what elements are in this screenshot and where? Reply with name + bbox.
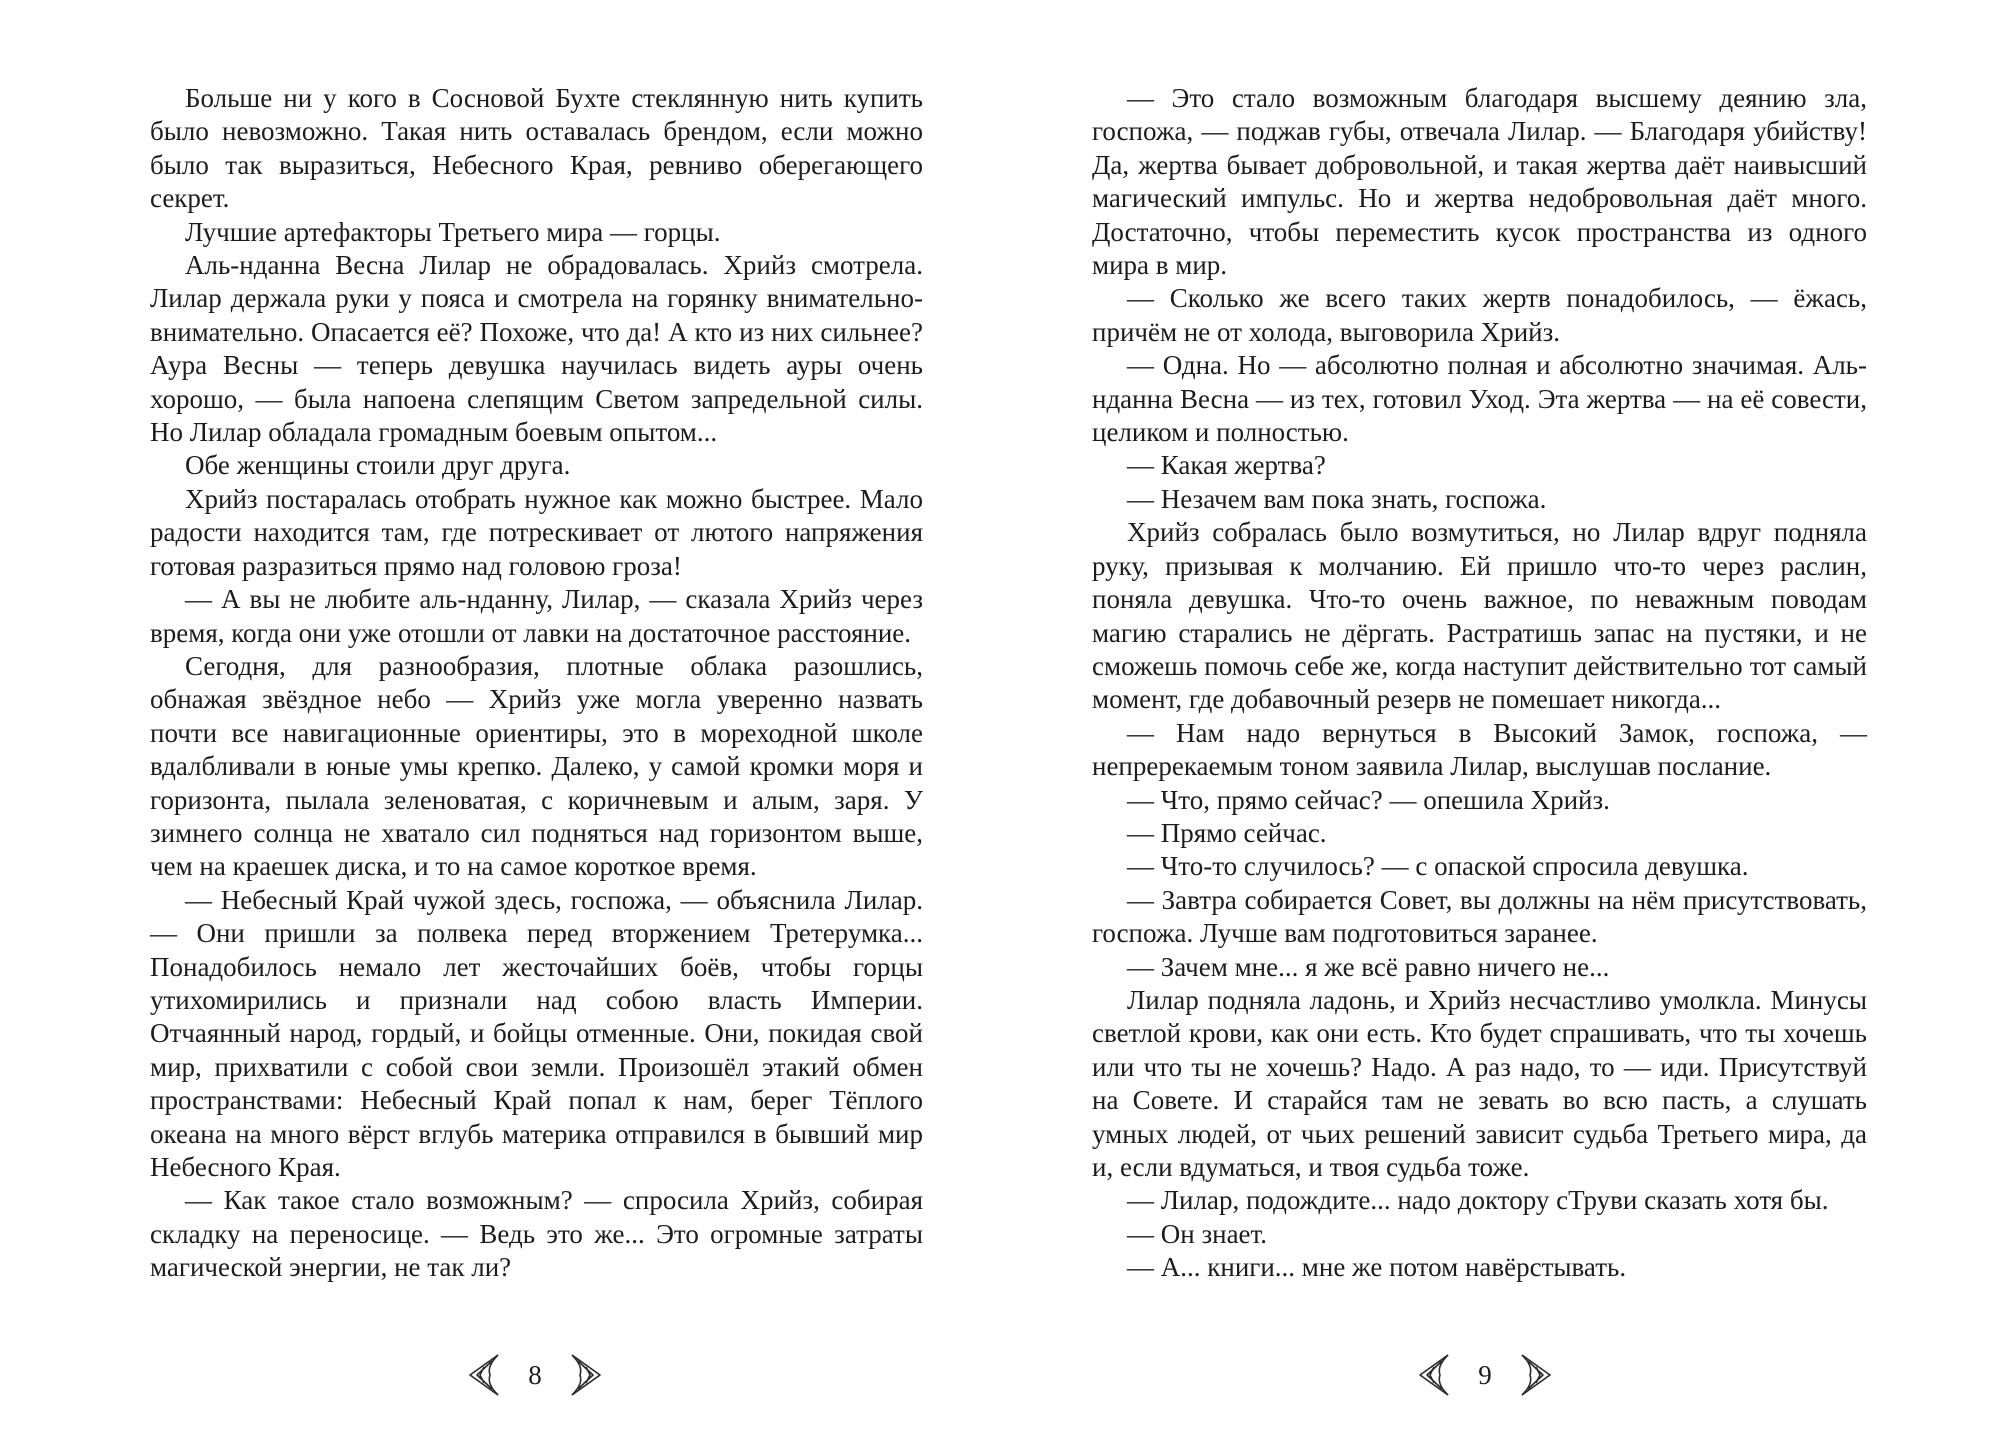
paragraph: Сегодня, для разнообразия, плотные облака разошлись, обнажая звёздное небо — Хрийз уже могла уверенно назвать почти все навигационные ориентиры, это в мореходной школе вдалбливали в юные умы крепко. Далеко, у самой кромки моря и горизонта, пылала зеленоватая, с коричневым и алым, заря. У зимнего солнца не хватало сил подняться над горизонтом выше, чем на краешек диска, и то на самое короткое время. <box>150 650 923 882</box>
page-number: 8 <box>528 1359 542 1390</box>
page-footer <box>455 1349 615 1401</box>
paragraph: — Прямо сейчас. <box>1127 817 1327 848</box>
right-page-text <box>1092 82 1867 1285</box>
paragraph: — А... книги... мне же потом навёрстывать. <box>1127 1252 1627 1283</box>
paragraph: — Одна. Но — абсолютно полная и абсолютно значимая. Аль-нданна Весна — из тех, готовил Уход. Эта жертва — на её совести, целиком и полностью. <box>1092 350 1867 448</box>
paragraph: Лилар подняла ладонь, и Хрийз несчастливо умолкла. Минусы светлой крови, как они есть. Кто будет спрашивать, что ты хочешь или что ты не хочешь? Надо. А раз надо, то — иди. Присутствуй на Совете. И старайся там не зевать во всю пасть, а слушать умных людей, от чьих решений зависит судьба Третьего мира, да и, если вдуматься, и твоя судьба тоже. <box>1092 984 1867 1182</box>
book-ornament-icon <box>570 1351 604 1399</box>
page-footer <box>1405 1349 1565 1401</box>
paragraph: — Это стало возможным благодаря высшему деянию зла, госпожа, — поджав губы, отвечала Лилар. — Благодаря убийству! Да, жертва бывает добровольной, и такая жертва даёт наивысший магический импульс. Но и жертва недобровольная даёт много. Достаточно, чтобы переместить кусок пространства из одного мира в мир. <box>1092 83 1867 281</box>
paragraph: — Сколько же всего таких жертв понадобилось, — ёжась, причём не от холода, выговорила Хрийз. <box>1092 283 1867 347</box>
paragraph: Обе женщины стоили друг друга. <box>185 450 571 481</box>
paragraph: — Завтра собирается Совет, вы должны на нём присутствовать, госпожа. Лучше вам подготовиться заранее. <box>1092 884 1867 949</box>
book-ornament-icon <box>466 1351 500 1399</box>
left-page-text <box>150 82 923 1285</box>
book-ornament-icon <box>1520 1351 1554 1399</box>
paragraph: — Что, прямо сейчас? — опешила Хрийз. <box>1127 784 1610 815</box>
page-number: 9 <box>1478 1359 1492 1390</box>
book-ornament-icon <box>1416 1351 1450 1399</box>
paragraph: — Как такое стало возможным? — спросила Хрийз, собирая складку на переносице. — Ведь это же... Это огромные затраты магической энергии, не так ли? <box>150 1185 923 1283</box>
paragraph: — Незачем вам пока знать, госпожа. <box>1127 483 1547 514</box>
paragraph: Хрийз собралась было возмутиться, но Лилар вдруг подняла руку, призывая к молчанию. Ей пришло что-то через раслин, поняла девушка. Что-то очень важное, по неважным поводам магию старались не дёргать. Растратишь запас на пустяки, и не сможешь помочь себе же, когда наступит действительно тот самый момент, где добавочный резерв не помешает никогда... <box>1092 517 1867 715</box>
paragraph: Лучшие артефакторы Третьего мира — горцы. <box>185 216 721 247</box>
paragraph: — Зачем мне... я же всё равно ничего не... <box>1127 951 1610 982</box>
paragraph: — А вы не любите аль-нданну, Лилар, — сказала Хрийз через время, когда они уже отошли от лавки на достаточное расстояние. <box>150 584 923 648</box>
paragraph: — Лилар, подождите... надо доктору сТруви сказать хотя бы. <box>1127 1185 1829 1216</box>
paragraph: Хрийз постаралась отобрать нужное как можно быстрее. Мало радости находится там, где потрескивает от лютого напряжения готовая разразиться прямо над головою гроза! <box>150 483 923 581</box>
paragraph: — Что-то случилось? — с опаской спросила девушка. <box>1127 851 1749 882</box>
paragraph: Аль-нданна Весна Лилар не обрадовалась. Хрийз смотрела. Лилар держала руки у пояса и смотрела на горянку внимательно-внимательно. Опасается её? Похоже, что да! А кто из них сильнее? Аура Весны — теперь девушка научилась видеть ауры очень хорошо, — была напоена слепящим Светом запредельной силы. Но Лилар обладала громадным боевым опытом... <box>150 250 923 448</box>
paragraph: — Небесный Край чужой здесь, госпожа, — объяснила Лилар. — Они пришли за полвека перед вторжением Третерумка... Понадобилось немало лет жесточайших боёв, чтобы горцы утихомирились и признали над собою власть Империи. Отчаянный народ, гордый, и бойцы отменные. Они, покидая свой мир, прихватили с собой свои земли. Произошёл этакий обмен пространствами: Небесный Край попал к нам, берег Тёплого океана на много вёрст вглубь материка отправился в бывший мир Небесного Края. <box>150 884 923 1182</box>
right-page <box>1000 0 2000 1441</box>
paragraph: — Какая жертва? <box>1127 450 1326 481</box>
paragraph: — Нам надо вернуться в Высокий Замок, госпожа, — непререкаемым тоном заявила Лилар, выслушав послание. <box>1092 717 1867 782</box>
paragraph: — Он знает. <box>1127 1218 1268 1249</box>
paragraph: Больше ни у кого в Сосновой Бухте стеклянную нить купить было невозможно. Такая нить оставалась брендом, если можно было так выразиться, Небесного Края, ревниво оберегающего секрет. <box>150 83 923 214</box>
